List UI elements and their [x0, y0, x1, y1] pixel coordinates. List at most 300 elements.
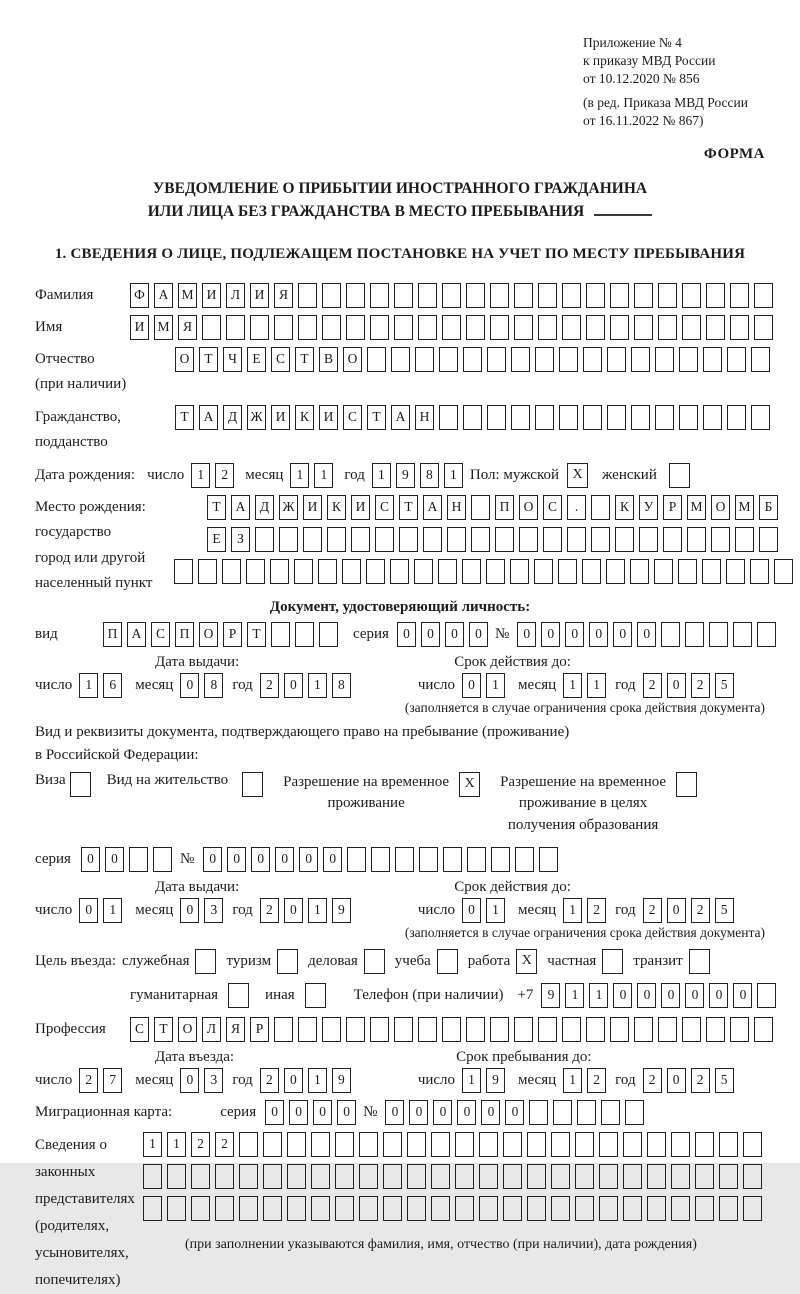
char-cell[interactable]: 2: [215, 1132, 234, 1157]
char-cell[interactable]: 2: [643, 898, 662, 923]
purpose-humanitarian-checkbox[interactable]: [228, 983, 249, 1008]
char-cell[interactable]: [322, 315, 341, 340]
char-cell[interactable]: [447, 527, 466, 552]
gender-female-checkbox[interactable]: [669, 463, 690, 488]
char-cell[interactable]: 0: [79, 898, 98, 923]
char-cell[interactable]: 2: [260, 673, 279, 698]
char-cell[interactable]: 0: [289, 1100, 308, 1125]
char-cell[interactable]: [510, 559, 529, 584]
char-cell[interactable]: [529, 1100, 548, 1125]
char-cell[interactable]: 0: [323, 847, 342, 872]
char-cell[interactable]: [575, 1132, 594, 1157]
char-cell[interactable]: 0: [661, 983, 680, 1008]
char-cell[interactable]: 0: [565, 622, 584, 647]
char-cell[interactable]: .: [567, 495, 586, 520]
char-cell[interactable]: 1: [486, 898, 505, 923]
char-cell[interactable]: [759, 527, 778, 552]
purpose-transit-checkbox[interactable]: [689, 949, 710, 974]
char-cell[interactable]: 2: [260, 898, 279, 923]
char-cell[interactable]: 1: [565, 983, 584, 1008]
char-cell[interactable]: 0: [637, 622, 656, 647]
char-cell[interactable]: 1: [308, 673, 327, 698]
char-cell[interactable]: 3: [204, 898, 223, 923]
char-cell[interactable]: [623, 1196, 642, 1221]
char-cell[interactable]: С: [343, 405, 362, 430]
char-cell[interactable]: [577, 1100, 596, 1125]
char-cell[interactable]: 0: [613, 983, 632, 1008]
char-cell[interactable]: [153, 847, 172, 872]
char-cell[interactable]: [167, 1164, 186, 1189]
char-cell[interactable]: 3: [204, 1068, 223, 1093]
char-cell[interactable]: Р: [250, 1017, 269, 1042]
char-cell[interactable]: 0: [462, 673, 481, 698]
char-cell[interactable]: А: [127, 622, 146, 647]
char-cell[interactable]: [625, 1100, 644, 1125]
char-cell[interactable]: [431, 1196, 450, 1221]
char-cell[interactable]: [538, 283, 557, 308]
char-cell[interactable]: [551, 1196, 570, 1221]
char-cell[interactable]: 0: [265, 1100, 284, 1125]
char-cell[interactable]: [298, 283, 317, 308]
char-cell[interactable]: 1: [587, 673, 606, 698]
char-cell[interactable]: [271, 622, 290, 647]
char-cell[interactable]: 1: [563, 1068, 582, 1093]
char-cell[interactable]: Е: [207, 527, 226, 552]
char-cell[interactable]: С: [151, 622, 170, 647]
char-cell[interactable]: Т: [367, 405, 386, 430]
char-cell[interactable]: [471, 495, 490, 520]
residence-permit-checkbox[interactable]: [242, 772, 263, 797]
char-cell[interactable]: 9: [396, 463, 415, 488]
char-cell[interactable]: [538, 315, 557, 340]
char-cell[interactable]: 2: [691, 1068, 710, 1093]
char-cell[interactable]: [255, 527, 274, 552]
purpose-other-checkbox[interactable]: [305, 983, 326, 1008]
char-cell[interactable]: П: [175, 622, 194, 647]
char-cell[interactable]: 9: [541, 983, 560, 1008]
char-cell[interactable]: 7: [103, 1068, 122, 1093]
char-cell[interactable]: 1: [486, 673, 505, 698]
char-cell[interactable]: [583, 347, 602, 372]
char-cell[interactable]: Т: [399, 495, 418, 520]
char-cell[interactable]: [591, 495, 610, 520]
char-cell[interactable]: [215, 1196, 234, 1221]
char-cell[interactable]: [431, 1132, 450, 1157]
char-cell[interactable]: [287, 1164, 306, 1189]
char-cell[interactable]: [535, 405, 554, 430]
char-cell[interactable]: [279, 527, 298, 552]
char-cell[interactable]: [607, 405, 626, 430]
char-cell[interactable]: [222, 559, 241, 584]
char-cell[interactable]: [407, 1132, 426, 1157]
char-cell[interactable]: [671, 1196, 690, 1221]
char-cell[interactable]: 1: [290, 463, 309, 488]
char-cell[interactable]: [466, 1017, 485, 1042]
char-cell[interactable]: [418, 283, 437, 308]
char-cell[interactable]: [319, 622, 338, 647]
char-cell[interactable]: [419, 847, 438, 872]
char-cell[interactable]: [383, 1132, 402, 1157]
char-cell[interactable]: [695, 1132, 714, 1157]
char-cell[interactable]: [711, 527, 730, 552]
char-cell[interactable]: И: [130, 315, 149, 340]
purpose-tourism-checkbox[interactable]: [277, 949, 298, 974]
char-cell[interactable]: [583, 405, 602, 430]
char-cell[interactable]: [682, 315, 701, 340]
char-cell[interactable]: [634, 283, 653, 308]
char-cell[interactable]: [467, 847, 486, 872]
char-cell[interactable]: [431, 1164, 450, 1189]
char-cell[interactable]: Л: [226, 283, 245, 308]
char-cell[interactable]: О: [343, 347, 362, 372]
char-cell[interactable]: [383, 1164, 402, 1189]
char-cell[interactable]: [394, 315, 413, 340]
char-cell[interactable]: Л: [202, 1017, 221, 1042]
char-cell[interactable]: В: [319, 347, 338, 372]
char-cell[interactable]: [623, 1164, 642, 1189]
char-cell[interactable]: [631, 347, 650, 372]
char-cell[interactable]: М: [178, 283, 197, 308]
char-cell[interactable]: [191, 1164, 210, 1189]
char-cell[interactable]: [586, 283, 605, 308]
char-cell[interactable]: [559, 347, 578, 372]
char-cell[interactable]: [390, 559, 409, 584]
char-cell[interactable]: [757, 983, 776, 1008]
char-cell[interactable]: 0: [445, 622, 464, 647]
char-cell[interactable]: [534, 559, 553, 584]
char-cell[interactable]: [719, 1132, 738, 1157]
char-cell[interactable]: 9: [486, 1068, 505, 1093]
char-cell[interactable]: Б: [759, 495, 778, 520]
char-cell[interactable]: М: [687, 495, 706, 520]
char-cell[interactable]: [562, 1017, 581, 1042]
char-cell[interactable]: 2: [643, 673, 662, 698]
char-cell[interactable]: [730, 315, 749, 340]
char-cell[interactable]: Ж: [279, 495, 298, 520]
char-cell[interactable]: 0: [457, 1100, 476, 1125]
char-cell[interactable]: А: [423, 495, 442, 520]
char-cell[interactable]: [671, 1164, 690, 1189]
char-cell[interactable]: 0: [667, 898, 686, 923]
char-cell[interactable]: 0: [469, 622, 488, 647]
char-cell[interactable]: [490, 1017, 509, 1042]
char-cell[interactable]: [663, 527, 682, 552]
char-cell[interactable]: [370, 283, 389, 308]
char-cell[interactable]: [553, 1100, 572, 1125]
char-cell[interactable]: 2: [587, 1068, 606, 1093]
char-cell[interactable]: [615, 527, 634, 552]
char-cell[interactable]: [709, 622, 728, 647]
char-cell[interactable]: 0: [385, 1100, 404, 1125]
char-cell[interactable]: [719, 1196, 738, 1221]
purpose-business-checkbox[interactable]: [364, 949, 385, 974]
char-cell[interactable]: [438, 559, 457, 584]
char-cell[interactable]: 9: [332, 1068, 351, 1093]
char-cell[interactable]: Т: [207, 495, 226, 520]
char-cell[interactable]: Н: [447, 495, 466, 520]
char-cell[interactable]: 2: [191, 1132, 210, 1157]
char-cell[interactable]: [442, 283, 461, 308]
char-cell[interactable]: [239, 1196, 258, 1221]
char-cell[interactable]: [599, 1164, 618, 1189]
char-cell[interactable]: И: [319, 405, 338, 430]
char-cell[interactable]: И: [202, 283, 221, 308]
char-cell[interactable]: 1: [563, 898, 582, 923]
char-cell[interactable]: П: [495, 495, 514, 520]
char-cell[interactable]: [463, 347, 482, 372]
char-cell[interactable]: У: [639, 495, 658, 520]
char-cell[interactable]: 2: [587, 898, 606, 923]
char-cell[interactable]: Ф: [130, 283, 149, 308]
char-cell[interactable]: [774, 559, 793, 584]
char-cell[interactable]: К: [295, 405, 314, 430]
char-cell[interactable]: [466, 283, 485, 308]
char-cell[interactable]: 0: [667, 673, 686, 698]
char-cell[interactable]: [479, 1164, 498, 1189]
char-cell[interactable]: [582, 559, 601, 584]
char-cell[interactable]: Т: [154, 1017, 173, 1042]
char-cell[interactable]: 2: [79, 1068, 98, 1093]
char-cell[interactable]: [270, 559, 289, 584]
char-cell[interactable]: [610, 1017, 629, 1042]
char-cell[interactable]: 0: [299, 847, 318, 872]
char-cell[interactable]: [655, 405, 674, 430]
char-cell[interactable]: [143, 1164, 162, 1189]
char-cell[interactable]: [743, 1196, 762, 1221]
char-cell[interactable]: Р: [223, 622, 242, 647]
char-cell[interactable]: 6: [103, 673, 122, 698]
char-cell[interactable]: И: [271, 405, 290, 430]
char-cell[interactable]: 0: [462, 898, 481, 923]
char-cell[interactable]: [463, 405, 482, 430]
char-cell[interactable]: [702, 559, 721, 584]
char-cell[interactable]: 2: [215, 463, 234, 488]
char-cell[interactable]: [695, 1164, 714, 1189]
char-cell[interactable]: 0: [81, 847, 100, 872]
char-cell[interactable]: С: [543, 495, 562, 520]
char-cell[interactable]: [719, 1164, 738, 1189]
char-cell[interactable]: [351, 527, 370, 552]
char-cell[interactable]: [274, 1017, 293, 1042]
char-cell[interactable]: И: [250, 283, 269, 308]
char-cell[interactable]: Ч: [223, 347, 242, 372]
char-cell[interactable]: 8: [204, 673, 223, 698]
char-cell[interactable]: 0: [505, 1100, 524, 1125]
char-cell[interactable]: [703, 405, 722, 430]
char-cell[interactable]: [490, 315, 509, 340]
char-cell[interactable]: О: [519, 495, 538, 520]
char-cell[interactable]: 5: [715, 898, 734, 923]
char-cell[interactable]: О: [711, 495, 730, 520]
char-cell[interactable]: 2: [643, 1068, 662, 1093]
char-cell[interactable]: Д: [223, 405, 242, 430]
char-cell[interactable]: 1: [191, 463, 210, 488]
char-cell[interactable]: [287, 1132, 306, 1157]
char-cell[interactable]: [479, 1196, 498, 1221]
char-cell[interactable]: [685, 622, 704, 647]
char-cell[interactable]: [370, 315, 389, 340]
char-cell[interactable]: 1: [372, 463, 391, 488]
char-cell[interactable]: [347, 847, 366, 872]
char-cell[interactable]: [263, 1132, 282, 1157]
char-cell[interactable]: 1: [308, 1068, 327, 1093]
char-cell[interactable]: [591, 527, 610, 552]
char-cell[interactable]: [167, 1196, 186, 1221]
char-cell[interactable]: А: [154, 283, 173, 308]
char-cell[interactable]: [511, 405, 530, 430]
char-cell[interactable]: [695, 1196, 714, 1221]
char-cell[interactable]: [394, 1017, 413, 1042]
char-cell[interactable]: [658, 315, 677, 340]
char-cell[interactable]: 0: [313, 1100, 332, 1125]
char-cell[interactable]: [639, 527, 658, 552]
char-cell[interactable]: [462, 559, 481, 584]
char-cell[interactable]: [303, 527, 322, 552]
char-cell[interactable]: [655, 347, 674, 372]
char-cell[interactable]: [129, 847, 148, 872]
char-cell[interactable]: 1: [563, 673, 582, 698]
char-cell[interactable]: Я: [226, 1017, 245, 1042]
char-cell[interactable]: [514, 1017, 533, 1042]
purpose-work-checkbox[interactable]: X: [516, 949, 537, 974]
char-cell[interactable]: 0: [637, 983, 656, 1008]
char-cell[interactable]: Я: [274, 283, 293, 308]
char-cell[interactable]: [399, 527, 418, 552]
char-cell[interactable]: [601, 1100, 620, 1125]
char-cell[interactable]: [346, 315, 365, 340]
char-cell[interactable]: [678, 559, 697, 584]
char-cell[interactable]: А: [199, 405, 218, 430]
char-cell[interactable]: [503, 1132, 522, 1157]
char-cell[interactable]: 9: [332, 898, 351, 923]
char-cell[interactable]: [298, 1017, 317, 1042]
char-cell[interactable]: 0: [397, 622, 416, 647]
char-cell[interactable]: 0: [275, 847, 294, 872]
char-cell[interactable]: 0: [709, 983, 728, 1008]
char-cell[interactable]: Н: [415, 405, 434, 430]
char-cell[interactable]: 0: [284, 1068, 303, 1093]
char-cell[interactable]: 0: [284, 673, 303, 698]
char-cell[interactable]: [514, 315, 533, 340]
char-cell[interactable]: [366, 559, 385, 584]
char-cell[interactable]: [455, 1196, 474, 1221]
char-cell[interactable]: [418, 315, 437, 340]
char-cell[interactable]: [466, 315, 485, 340]
char-cell[interactable]: Т: [295, 347, 314, 372]
char-cell[interactable]: [418, 1017, 437, 1042]
char-cell[interactable]: [455, 1132, 474, 1157]
char-cell[interactable]: [287, 1196, 306, 1221]
char-cell[interactable]: [490, 283, 509, 308]
char-cell[interactable]: [322, 1017, 341, 1042]
char-cell[interactable]: [586, 1017, 605, 1042]
char-cell[interactable]: С: [375, 495, 394, 520]
char-cell[interactable]: [706, 283, 725, 308]
char-cell[interactable]: С: [130, 1017, 149, 1042]
char-cell[interactable]: [733, 622, 752, 647]
char-cell[interactable]: [407, 1164, 426, 1189]
char-cell[interactable]: 0: [667, 1068, 686, 1093]
char-cell[interactable]: [342, 559, 361, 584]
char-cell[interactable]: 0: [733, 983, 752, 1008]
char-cell[interactable]: П: [103, 622, 122, 647]
char-cell[interactable]: [751, 405, 770, 430]
char-cell[interactable]: [743, 1164, 762, 1189]
char-cell[interactable]: [370, 1017, 389, 1042]
char-cell[interactable]: О: [175, 347, 194, 372]
char-cell[interactable]: 0: [433, 1100, 452, 1125]
char-cell[interactable]: [682, 283, 701, 308]
char-cell[interactable]: 0: [409, 1100, 428, 1125]
char-cell[interactable]: [174, 559, 193, 584]
char-cell[interactable]: 0: [203, 847, 222, 872]
char-cell[interactable]: 5: [715, 673, 734, 698]
char-cell[interactable]: [687, 527, 706, 552]
char-cell[interactable]: [706, 315, 725, 340]
char-cell[interactable]: Т: [199, 347, 218, 372]
char-cell[interactable]: [514, 283, 533, 308]
char-cell[interactable]: [383, 1196, 402, 1221]
char-cell[interactable]: 1: [103, 898, 122, 923]
char-cell[interactable]: [703, 347, 722, 372]
char-cell[interactable]: 1: [167, 1132, 186, 1157]
char-cell[interactable]: Д: [255, 495, 274, 520]
char-cell[interactable]: [395, 847, 414, 872]
char-cell[interactable]: А: [231, 495, 250, 520]
char-cell[interactable]: [375, 527, 394, 552]
char-cell[interactable]: [439, 347, 458, 372]
char-cell[interactable]: [647, 1164, 666, 1189]
char-cell[interactable]: [311, 1196, 330, 1221]
char-cell[interactable]: [631, 405, 650, 430]
char-cell[interactable]: [706, 1017, 725, 1042]
char-cell[interactable]: 0: [589, 622, 608, 647]
char-cell[interactable]: [327, 527, 346, 552]
char-cell[interactable]: 2: [260, 1068, 279, 1093]
char-cell[interactable]: [294, 559, 313, 584]
char-cell[interactable]: [519, 527, 538, 552]
char-cell[interactable]: [359, 1196, 378, 1221]
char-cell[interactable]: [730, 1017, 749, 1042]
char-cell[interactable]: [367, 347, 386, 372]
char-cell[interactable]: 0: [517, 622, 536, 647]
char-cell[interactable]: [318, 559, 337, 584]
char-cell[interactable]: [535, 347, 554, 372]
char-cell[interactable]: [143, 1196, 162, 1221]
char-cell[interactable]: 0: [337, 1100, 356, 1125]
visa-checkbox[interactable]: [70, 772, 91, 797]
char-cell[interactable]: [730, 283, 749, 308]
char-cell[interactable]: [527, 1196, 546, 1221]
char-cell[interactable]: [495, 527, 514, 552]
edu-permit-checkbox[interactable]: [676, 772, 697, 797]
char-cell[interactable]: [322, 283, 341, 308]
char-cell[interactable]: 0: [180, 1068, 199, 1093]
char-cell[interactable]: [486, 559, 505, 584]
char-cell[interactable]: А: [391, 405, 410, 430]
char-cell[interactable]: [606, 559, 625, 584]
char-cell[interactable]: [682, 1017, 701, 1042]
char-cell[interactable]: [346, 283, 365, 308]
char-cell[interactable]: [487, 405, 506, 430]
char-cell[interactable]: [610, 315, 629, 340]
char-cell[interactable]: Я: [178, 315, 197, 340]
char-cell[interactable]: [551, 1132, 570, 1157]
char-cell[interactable]: [754, 283, 773, 308]
char-cell[interactable]: 0: [541, 622, 560, 647]
char-cell[interactable]: [671, 1132, 690, 1157]
char-cell[interactable]: [754, 1017, 773, 1042]
